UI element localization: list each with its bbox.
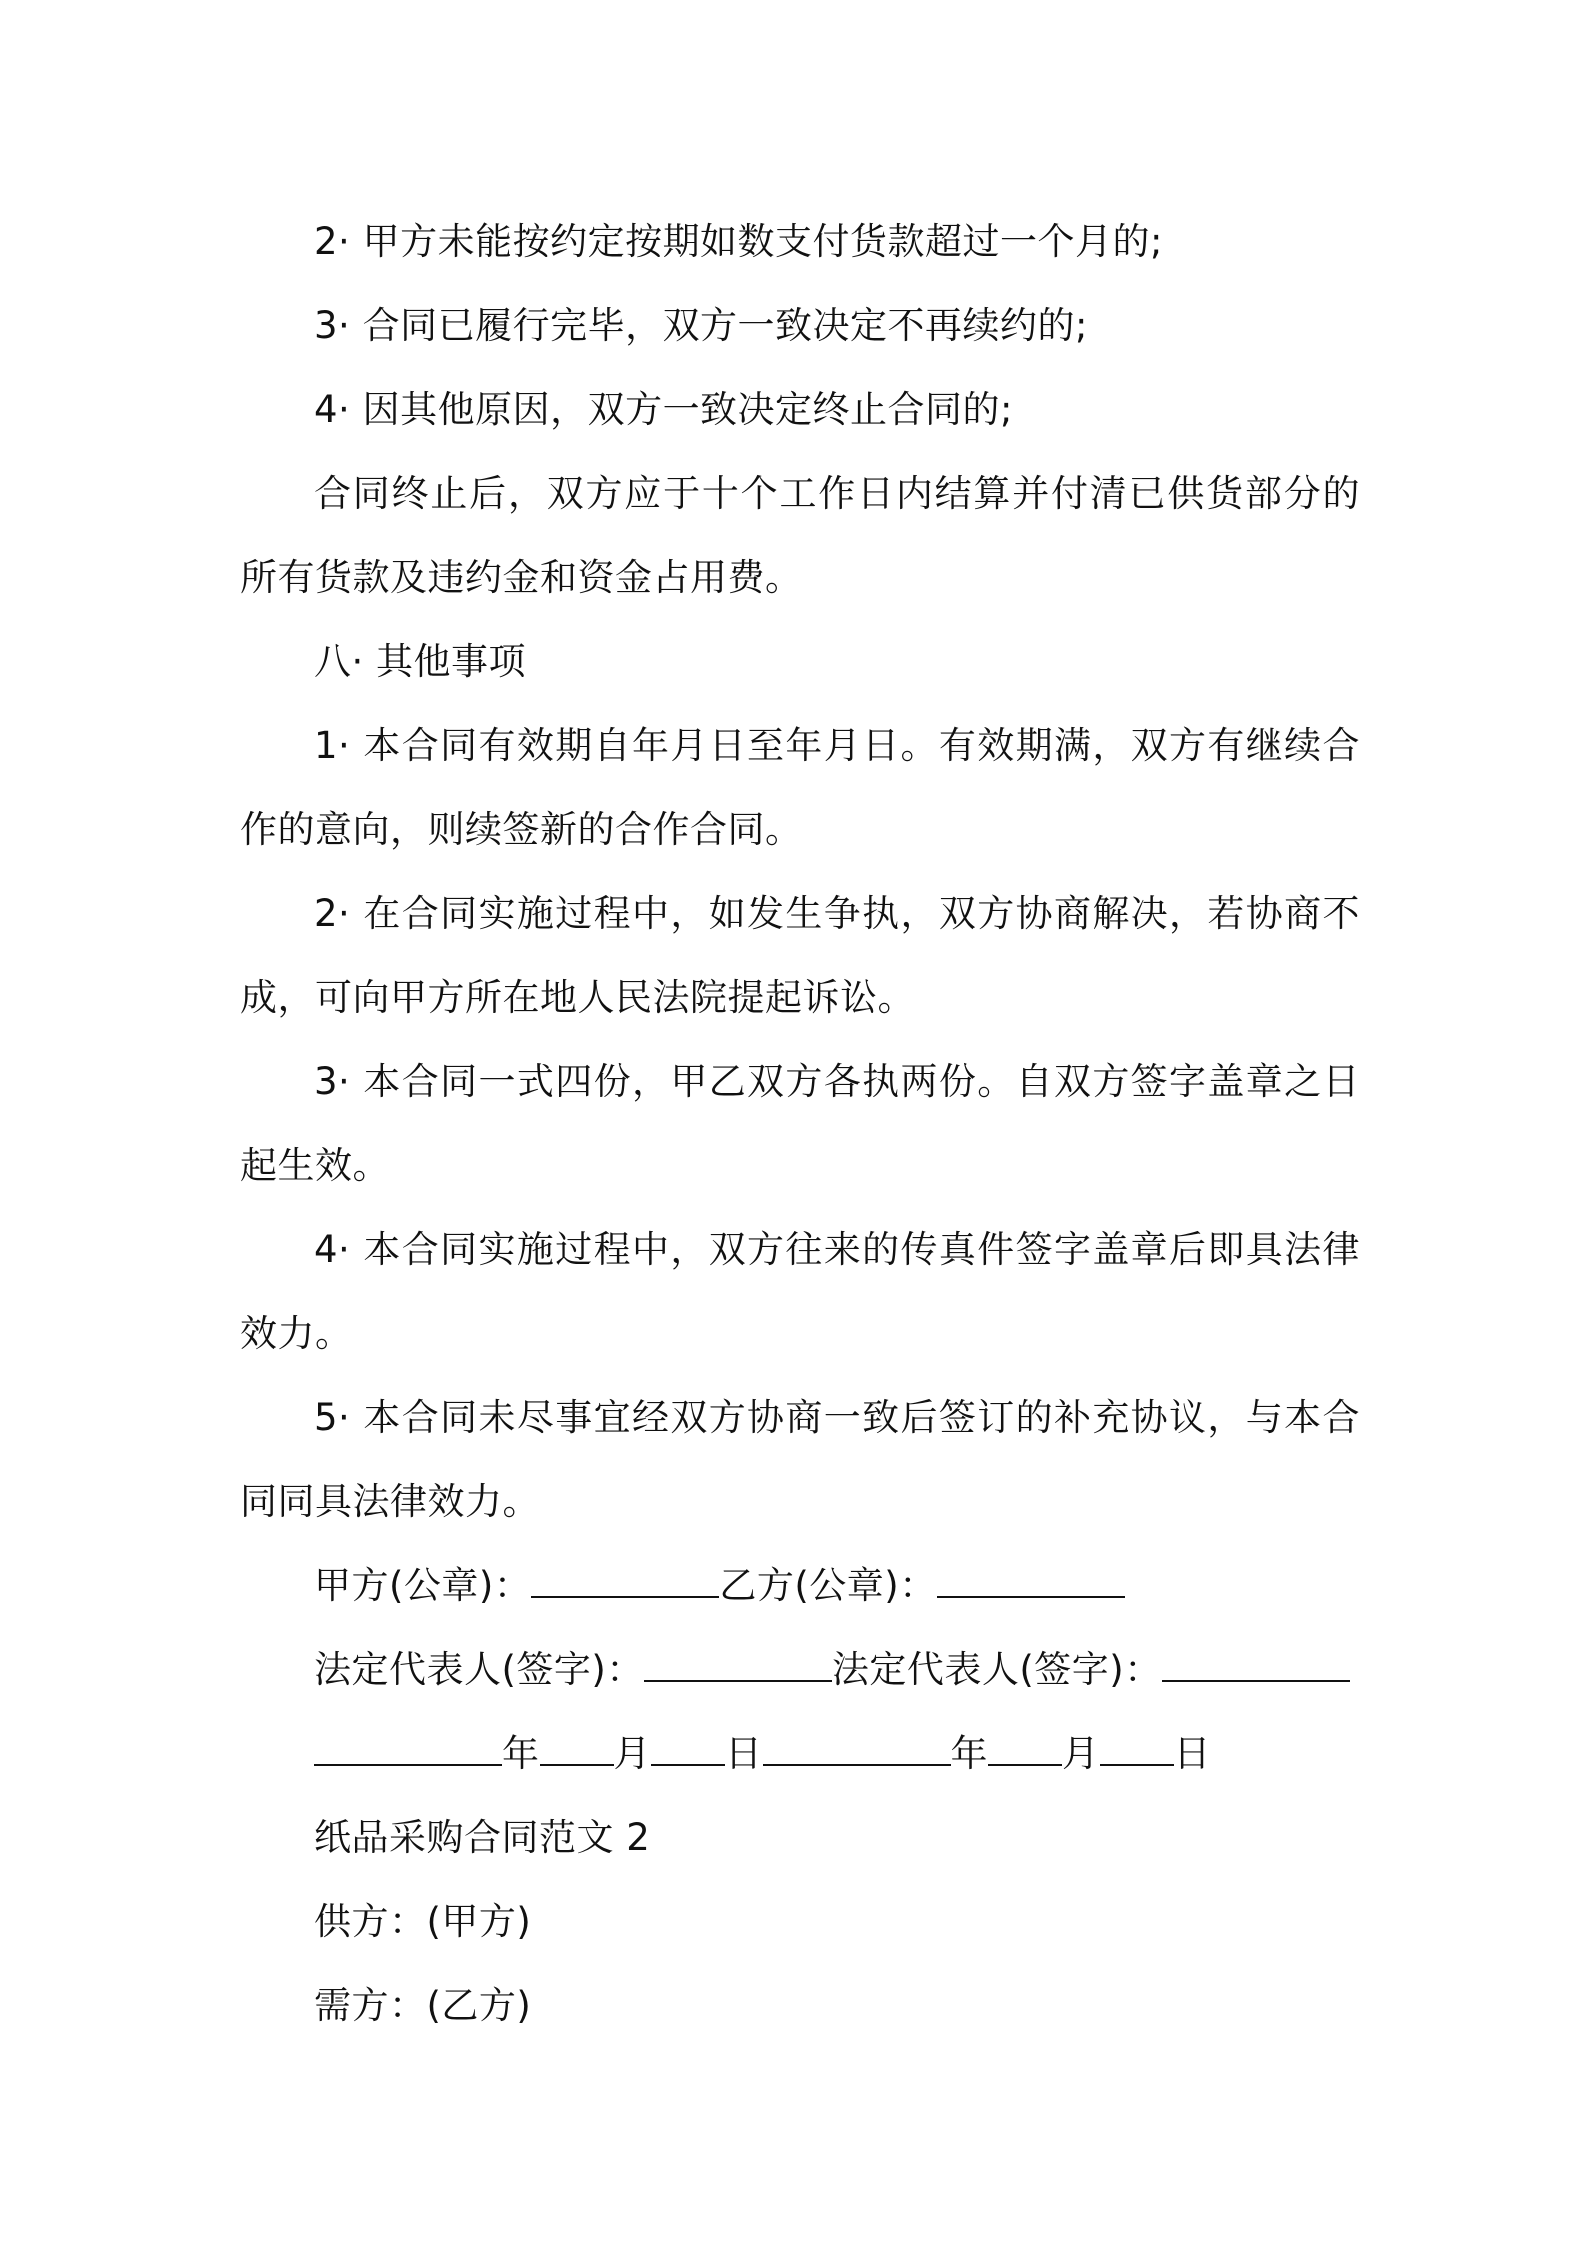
- date-a-month-label: 月: [613, 1732, 651, 1775]
- date-line: [240, 1712, 1360, 1796]
- party-a-seal-blank: [531, 1566, 719, 1598]
- date-a-year-label: 年: [502, 1732, 540, 1775]
- party-b-seal-blank: [937, 1566, 1125, 1598]
- settlement-paragraph: 合同终止后，双方应于十个工作日内结算并付清已供货部分的所有货款及违约金和资金占用费。: [240, 472, 1360, 599]
- supplier-line: 供方：(甲方): [314, 1900, 532, 1943]
- termination-item-3: 3· 合同已履行完毕，双方一致决定不再续约的;: [314, 304, 1089, 347]
- party-a-seal-label: 甲方(公章)：: [314, 1564, 532, 1607]
- next-contract-title: 纸品采购合同范文 2: [314, 1816, 651, 1859]
- section-heading-other-matters: 八· 其他事项: [314, 640, 527, 683]
- date-b-day-blank: [1100, 1734, 1174, 1766]
- other-item-3: 3· 本合同一式四份，甲乙双方各执两份。自双方签字盖章之日起生效。: [240, 1060, 1360, 1187]
- party-b-seal-label: 乙方(公章)：: [719, 1564, 937, 1607]
- date-a-year-blank: [314, 1734, 502, 1766]
- other-item-5: 5· 本合同未尽事宜经双方协商一致后签订的补充协议，与本合同同具法律效力。: [240, 1396, 1360, 1523]
- legal-rep-a-label: 法定代表人(签字)：: [314, 1648, 644, 1691]
- termination-item-2: 2· 甲方未能按约定按期如数支付货款超过一个月的;: [314, 220, 1164, 263]
- termination-item-4: 4· 因其他原因，双方一致决定终止合同的;: [314, 388, 1014, 431]
- date-a-month-blank: [540, 1734, 614, 1766]
- legal-rep-b-label: 法定代表人(签字)：: [831, 1648, 1162, 1691]
- date-b-year-blank: [763, 1734, 951, 1766]
- legal-rep-a-blank: [644, 1650, 832, 1682]
- date-a-day-blank: [651, 1734, 725, 1766]
- date-b-month-label: 月: [1062, 1732, 1100, 1775]
- seal-line: [240, 1544, 1360, 1628]
- other-item-2: 2· 在合同实施过程中，如发生争执，双方协商解决，若协商不成，可向甲方所在地人民法院提起诉讼。: [240, 892, 1360, 1019]
- document-page: [240, 200, 1360, 2048]
- date-b-month-blank: [988, 1734, 1062, 1766]
- date-b-year-label: 年: [950, 1732, 988, 1775]
- legal-rep-line: [240, 1628, 1360, 1712]
- date-b-day-label: 日: [1173, 1732, 1211, 1775]
- buyer-line: 需方：(乙方): [314, 1984, 532, 2027]
- other-item-4: 4· 本合同实施过程中，双方往来的传真件签字盖章后即具法律效力。: [240, 1228, 1360, 1355]
- other-item-1: 1· 本合同有效期自年月日至年月日。有效期满，双方有继续合作的意向，则续签新的合作合同。: [240, 724, 1360, 851]
- legal-rep-b-blank: [1162, 1650, 1350, 1682]
- date-a-day-label: 日: [725, 1732, 763, 1775]
